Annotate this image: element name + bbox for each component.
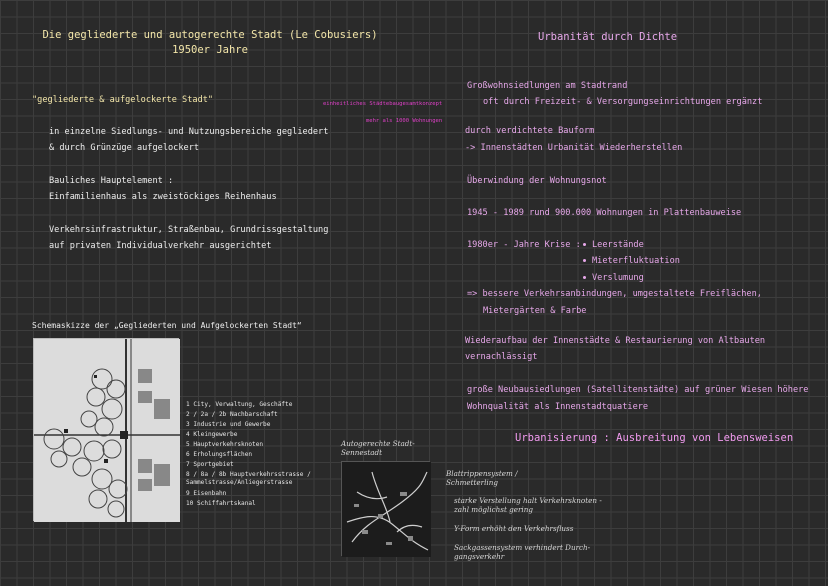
note-cul-de-sac (454, 543, 590, 561)
aerial-photo-drawing (342, 462, 431, 557)
left-p2-line1: Bauliches Hauptelement : (49, 176, 174, 186)
left-p2-line2: Einfamilienhaus als zweistöckiges Reihenhaus (49, 192, 277, 202)
urbanisation-heading: Urbanisierung : Ausbreitung von Lebensweisen (515, 432, 794, 444)
bullet-icon (583, 243, 586, 246)
left-quote: "gegliederte & aufgelockerte Stadt" (32, 95, 214, 105)
legend-item: 6 Erholungsflächen (186, 451, 253, 458)
right-r8-line1: große Neubausiedlungen (Satellitenstädte) auf grüner Wiesen höhere (467, 385, 809, 395)
right-r7-line2: vernachlässigt (465, 352, 538, 362)
right-r5-label: 1980er - Jahre Krise : (467, 240, 581, 250)
right-r7-line1: Wiederaufbau der Innenstädte & Restaurierung von Altbauten (465, 336, 766, 346)
right-r6-line2: Mietergärten & Farbe (483, 306, 587, 316)
right-r8-line2: Wohnqualität als Innenstadtquatiere (467, 402, 649, 412)
blatt-label-line1: Blattrippensystem / (446, 469, 518, 478)
left-title-line2: 1950er Jahre (172, 44, 248, 56)
legend-item: 1 City, Verwaltung, Geschäfte (186, 401, 293, 408)
note-traffic-nodes-line2: zahl möglichst gering (454, 505, 533, 514)
right-r2-line1: durch verdichtete Bauform (465, 126, 595, 136)
right-r3: Überwindung der Wohnungsnot (467, 176, 607, 186)
bullet-text: Verslumung (592, 273, 644, 283)
left-p1-line2: & durch Grünzüge aufgelockert (49, 143, 200, 153)
sketch-legend (186, 400, 326, 509)
legend-item: 9 Eisenbahn (186, 490, 227, 497)
note-cul-de-sac-line2: gangsverkehr (454, 552, 505, 561)
bullet-icon (583, 276, 586, 279)
legend-item: 5 Hauptverkehrsknoten (186, 441, 264, 448)
left-title (40, 28, 380, 58)
left-p3-line2: auf privaten Individualverkehr ausgerichtet (49, 241, 272, 251)
photo-caption-line2: Sennestadt (341, 448, 383, 457)
left-p1-line1: in einzelne Siedlungs- und Nutzungsbereiche gegliedert (49, 127, 329, 137)
annotation-concept: einheitliches Städtebaugesamtkonzept (323, 101, 443, 107)
legend-item: 3 Industrie und Gewerbe (186, 421, 271, 428)
right-r1-line1: Großwohnsiedlungen am Stadtrand (467, 81, 628, 91)
legend-item: 2 / 2a / 2b Nachbarschaft (186, 411, 278, 418)
right-r6-line1: => bessere Verkehrsanbindungen, umgestaltete Freiflächen, (467, 289, 762, 299)
right-r5-bullet-2 (583, 253, 680, 270)
legend-item: 8 / 8a / 8b Hauptverkehrsstrasse / Sammelstrasse/Anliegerstrasse (186, 471, 311, 486)
blatt-label-line2: Schmetterling (446, 478, 498, 487)
note-traffic-nodes-line1: starke Verstellung halt Verkehrsknoten - (454, 496, 602, 505)
right-r4: 1945 - 1989 rund 900.000 Wohnungen in Plattenbauweise (467, 208, 742, 218)
note-traffic-nodes (454, 496, 602, 514)
bullet-text: Mieterfluktuation (592, 256, 680, 266)
schema-sketch-drawing (34, 339, 180, 522)
blatt-label (446, 469, 518, 487)
left-title-line1: Die gegliederte und autogerechte Stadt (Le Cobusiers) (42, 29, 378, 41)
right-title: Urbanität durch Dichte (538, 31, 678, 43)
right-r1-line2: oft durch Freizeit- & Versorgungseinrichtungen ergänzt (483, 97, 763, 107)
note-cul-de-sac-line1: Sackgassensystem verhindert Durch- (454, 543, 591, 552)
left-p3-line1: Verkehrsinfrastruktur, Straßenbau, Grundrissgestaltung (49, 225, 329, 235)
bullet-icon (583, 259, 586, 262)
right-r2-line2: -> Innenstädten Urbanität Wiederherstellen (465, 143, 683, 153)
sketch-caption: Schemaskizze der „Gegliederten und Aufgelockerten Stadt“ (32, 321, 302, 330)
annotation-units: mehr als 1000 Wohnungen (366, 118, 443, 124)
right-r5-bullet-3 (583, 270, 644, 287)
schema-sketch-image (33, 338, 179, 521)
bullet-text: Leerstände (592, 240, 644, 250)
photo-caption (341, 439, 415, 457)
note-y-form: Y-Form erhöht den Verkehrsfluss (454, 524, 574, 533)
legend-item: 4 Kleingewerbe (186, 431, 238, 438)
sennestadt-aerial-photo (341, 461, 430, 556)
photo-caption-line1: Autogerechte Stadt- (341, 439, 415, 448)
legend-item: 7 Sportgebiet (186, 461, 234, 468)
legend-item: 10 Schiffahrtskanal (186, 500, 256, 507)
right-r5-bullet-1 (583, 237, 644, 254)
